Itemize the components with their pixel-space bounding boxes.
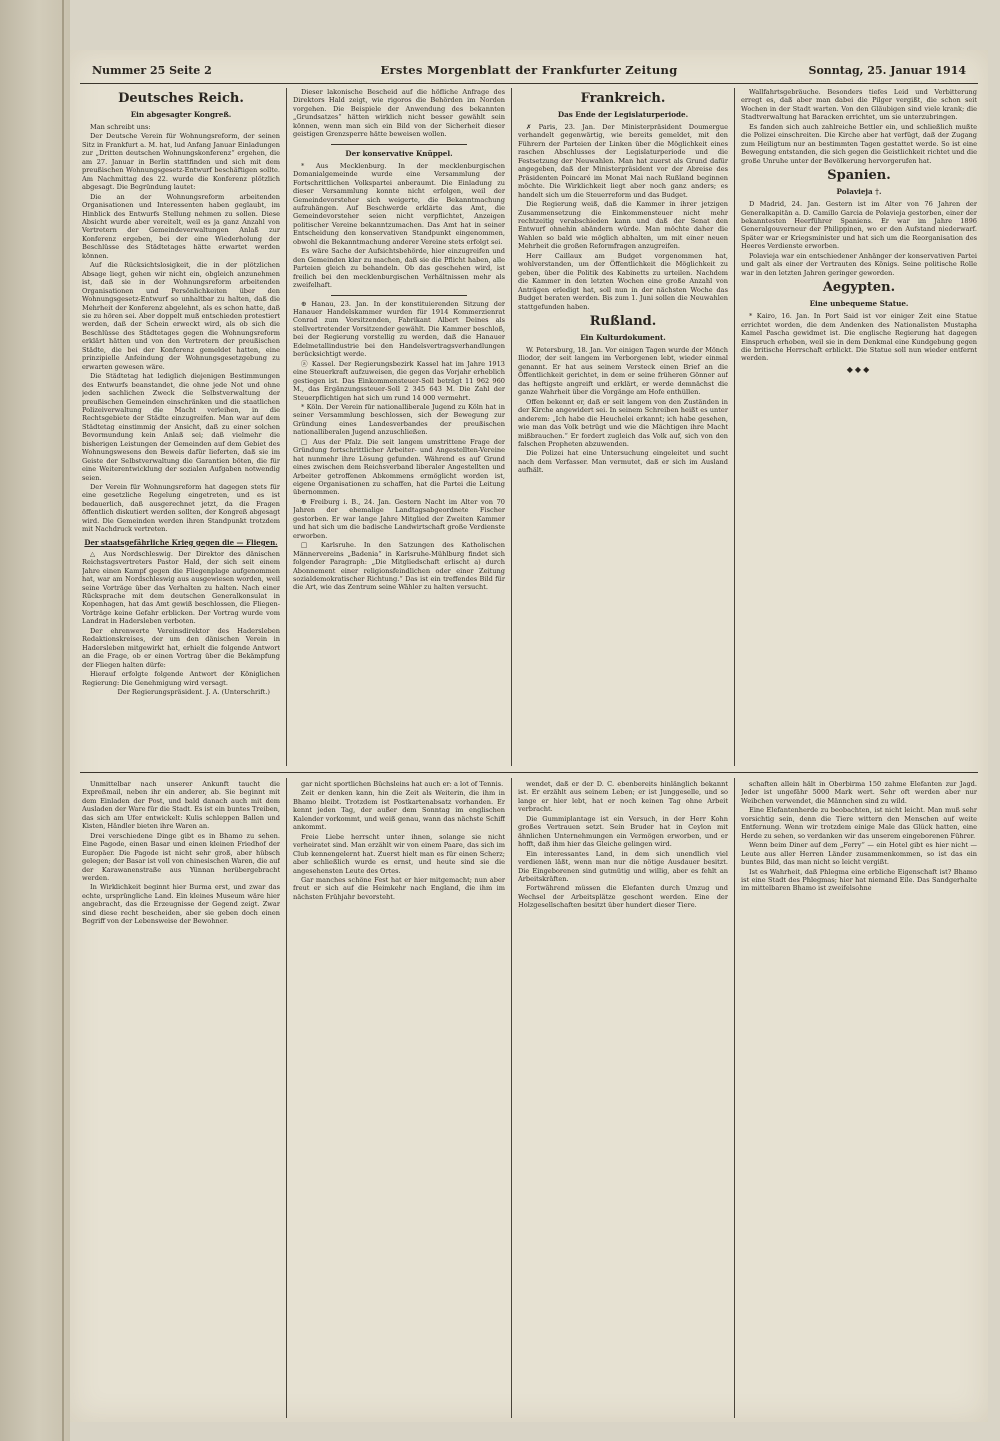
paragraph: ✗ Paris, 23. Jan. Der Ministerpräsident Doumergue verhandelt gegenwärtig, wie bereits gemeldet, mit den Führern der Parteien der Linken über die Möglichkeit eines raschen Abschlusses der Legislaturperiode und die Festsetzung der Neuwahlen. Man hat zuerst als Grund dafür angegeben, daß der Ministerpräsident vor der Abreise des Präsidenten Poincaré im Monat Mai nach Rußland beginnen möchte. Die Wirklichkeit liegt aber noch ganz anders; es handelt sich um die Steuerreform und das Budget. — [518, 123, 728, 199]
section-heading: Deutsches Reich. — [118, 91, 244, 106]
article-title: Der konservative Knüppel. — [345, 148, 453, 158]
masthead — [70, 60, 988, 82]
paragraph: Zeit er denken kann, hin die Zeit als Weiterin, die ihm in Bhamo bleibt. Trotzdem ist Postkartenabsatz vorhanden. Er kennt jeden Tag, der außer dem Sonntag im englischen Kalender vorkommt, und weiß genau, wann das nächste Schiff ankommt. — [293, 789, 505, 832]
column-rule — [286, 88, 287, 766]
feuilleton-rule — [80, 772, 978, 773]
feuilleton-column-1 — [82, 780, 280, 1416]
paragraph: * Kairo, 16. Jan. In Port Said ist vor einiger Zeit eine Statue errichtet worden, die dem Andenken des Nationalisten Mustapha Kamel Pascha gewidmet ist. Die englische Regierung hat dagegen Einspruch erhoben, weil sie in dem Denkmal eine Kundgebung gegen die britische Herrschaft erblickt. Die Statue soll nun wieder entfernt werden. — [741, 312, 977, 363]
paragraph: Der ehrenwerte Vereinsdirektor des Hadersleben Redaktionskreises, der um den dänischen Verein in Hadersleben mitgewirkt hat, erhielt die folgende Antwort an die Frage, ob er einen Vortrag über die Bekämpfung der Fliegen halten dürfe: — [82, 626, 280, 669]
paragraph: Freie Liebe herrscht unter ihnen, solange sie nicht verheiratet sind. Man erzählt wir von einem Paare, das sich im Club kennengelernt hat. Zuerst hielt man es für einen Scherz; aber schließlich wurde es ernst, und heute sind sie die angesehensten Leute des Ortes. — [293, 832, 505, 875]
paragraph: Wallfahrtsgebräuche. Besonders tiefes Leid und Verbitterung erregt es, daß aber man dabei die Pilger vergißt, die schon seit Wochen in der Stadt warten. Von den Gläubigen sind viele krank; die Stadtverwaltung hat Baracken errichtet, um sie unterzubringen. — [741, 88, 977, 122]
paragraph: Es wäre Sache der Aufsichtsbehörde, hier einzugreifen und den Gemeinden klar zu machen, daß sie die Pflicht haben, alle Parteien gleich zu behandeln. Ob das geschehen wird, ist freilich bei den mecklenburgischen Verhältnissen mehr als zweifelhaft. — [293, 247, 505, 290]
paragraph: gar nicht sportlichen Büchsleins hat auch er: a lot of Tennis. — [301, 780, 504, 788]
paragraph: Auf die Rücksichtslosigkeit, die in der plötzlichen Absage liegt, gehen wir nicht ein, obgleich anzunehmen ist, daß sie in der Wohnungsreform arbeitenden Organisationen und Persönlichkeiten über den Wohnungsgesetz-Entwurf so unhaltbar zu halten, daß die Mehrheit der Konferenz abgelehnt, als es schon hatte, daß sie zu hören sei. Aber doppelt muß entschieden protestiert werden, daß der Schein erweckt wird, als ob sich die Beschlüsse des Städtetages gegen die Wohnungsreform erklärt hätten und von den Vertretern der preußischen Städte, die bei der Konferenz gemeldet hatten, eine prinzipielle Anfeindung der Wohnungsgesetzgebung zu erwarten gewesen wäre. — [82, 261, 280, 371]
paragraph: Hierauf erfolgte folgende Antwort der Königlichen Regierung: Die Genehmigung wird versagt. — [82, 670, 280, 687]
paragraph: Gar manches schöne Fest hat er hier mitgemacht; nun aber freut er sich auf die Heimkehr nach England, die ihm im nächsten Frühjahr bevorsteht. — [293, 875, 505, 901]
paragraph: Ein interessantes Land, in dem sich unendlich viel verdienen läßt, wenn man nur die nötige Ausdauer besitzt. Die Eingeborenen sind gutmütig und willig, aber es fehlt an Arbeitskräften. — [518, 849, 728, 883]
feuilleton-column-4 — [741, 780, 977, 1416]
column-frankreich-russland — [518, 88, 728, 766]
paragraph: △ Aus Nordschleswig. Der Direktor des dänischen Reichstagsvertreters Pastor Hald, der sich seit einem Jahre einen Kampf gegen die Fliegenplage aufgenommen hat, war am Nordschleswig aus ausgewiesen worden, weil seine Vorträge über das Verhalten zu halten. Nach einer Rücksprache mit dem deutschen Generalkonsulat in Kopenhagen, hat das Amt gewiß beschlossen, die Fliegen-Vorträge keine Gefahr erblicken. Der Vortrag wurde vom Landrat in Hadersleben verboten. — [82, 549, 280, 626]
signature: Der Regierungspräsident. J. A. (Unterschrift.) — [117, 688, 270, 696]
paragraph: ⓐ Kassel. Der Regierungsbezirk Kassel hat im Jahre 1913 eine Steuerkraft aufzuweisen, die gegen das Vorjahr erheblich gestiegen ist. Das Einkommensteuer-Soll beträgt 11 962 960 M., das Ergänzungssteuer-Soll 2 345 643 M. Die Zahl der Steuerpflichtigen hat sich um rund 14 000 vermehrt. — [293, 359, 505, 402]
section-heading: Rußland. — [589, 313, 657, 329]
column-rule — [734, 88, 735, 766]
article-title: Ein Kulturdokument. — [580, 332, 666, 342]
paragraph: Ist es Wahrheit, daß Phlegma eine erbliche Eigenschaft ist? Bhamo ist eine Stadt des Phlegmas; hier hat niemand Eile. Das Sandgerhalte im mittelbaren Bhamo ist zweifelsohne — [741, 867, 977, 893]
paragraph: ⊕ Freiburg i. B., 24. Jan. Gestern Nacht im Alter von 70 Jahren der ehemalige Landtagsabgeordnete Fischer gestorben. Er war lange Jahre Mitglied der Zweiten Kammer und hat sich um die badische Landwirtschaft große Verdienste erworben. — [293, 497, 505, 540]
column-spanien-aegypten — [741, 88, 977, 766]
paragraph: Polavieja war ein entschiedener Anhänger der konservativen Partei und galt als einer der Vertrauten des Königs. Seine politische Rolle war in den letzten Jahren geringer geworden. — [741, 251, 977, 277]
paragraph: Unmittelbar nach unserer Ankunft taucht die Expreßmail, neben ihr ein anderer, ab. Sie beginnt mit dem Einladen der Post, und bald danach auch mit dem Ausladen der Ware für die Stadt. Es ist ein buntes Treiben, das sich am Ufer entwickelt: Kulis schleppen Ballen und Kisten, Händler bieten ihre Waren an. — [82, 780, 280, 831]
paragraph: Es fanden sich auch zahlreiche Bettler ein, und schließlich mußte die Polizei einschreiten. Die Kirche aber hat verfügt, daß der Zugang zum Heiligtum nur an bestimmten Tagen gestattet werde. So ist eine Bewegung entstanden, die sich gegen die Geistlichkeit richtet und die große Unruhe unter der Bevölkerung hervorgerufen hat. — [741, 122, 977, 165]
article-title: Ein abgesagter Kongreß. — [130, 110, 232, 119]
article-title: Eine unbequeme Statue. — [809, 299, 909, 309]
paragraph: Die Polizei hat eine Untersuchung eingeleitet und sucht nach dem Verfasser. Man vermutet, daß er sich im Ausland aufhält. — [518, 449, 728, 475]
paragraph: In Wirklichkeit beginnt hier Burma erst, und zwar das echte, ursprüngliche Land. Ein kleines Museum wäre hier angebracht, das die Erzeugnisse der Gegend zeigt. Zwar sind diese recht bescheiden, aber sie geben doch einen Begriff von der Lebensweise der Bewohner. — [82, 883, 280, 926]
book-binding — [0, 0, 70, 1441]
column-rule — [286, 778, 287, 1418]
divider — [331, 295, 467, 296]
column-rule — [734, 778, 735, 1418]
paragraph: Fortwährend müssen die Elefanten durch Umzug und Wechsel der Arbeitsplätze geschont werden. Eine der Holzgesellschaften besitzt über hundert dieser Tiere. — [518, 884, 728, 910]
divider — [331, 144, 467, 145]
paragraph: * Aus Mecklenburg. In der mecklenburgischen Domanialgemeinde wurde eine Versammlung der Fortschrittlichen Volkspartei anberaumt. Die Einladung zu dieser Versammlung konnte nicht erfolgen, weil der Gemeindevorsteher sich weigerte, die Bekanntmachung aufzuhängen. Auf Beschwerde erklärte das Amt, die Gemeindevorsteher seien nicht verpflichtet, Anzeigen politischer Vereine bekanntzumachen. Das Amt hat in seiner Entscheidung den konservativen Standpunkt eingenommen, obwohl die Bekanntmachung anderer Vereine stets erfolgt sei. — [293, 161, 505, 246]
paragraph: Wenn beim Diner auf dem „Ferry“ — ein Hotel gibt es hier nicht — Leute aus aller Herren Länder zusammenkommen, so ist das ein buntes Bild, das man nicht so leicht vergißt. — [741, 841, 977, 867]
paragraph: Die an der Wohnungsreform arbeitenden Organisationen und Interessenten haben geglaubt, im Hinblick des Entwurfs Stellung nehmen zu sollen. Diese Absicht wurde aber vereitelt, weil es ja ganz Anzahl von Vertretern der Gemeindeverwaltungen Anlaß zur Konferenz ergeben, bei der eine Wiederholung der Beschlüsse des Städtetages hätte erwartet werden können. — [82, 192, 280, 260]
section-heading: Spanien. — [827, 168, 891, 184]
paragraph: Die Städtetag hat lediglich diejenigen Bestimmungen des Entwurfs beanstandet, die ohne jede Not und ohne jeden sachlichen Zweck die Selbstverwaltung der preußischen Gemeinden einschränken und die staatlichen Polizeiverwaltung die Macht verleihen, in die Rechtsgebiete der Städte einzugreifen. Man war auf dem Städtetag einstimmig der Ansicht, daß zu einer solchen Bevormundung kein Anlaß sei; daß vielmehr die bisherigen Leistungen der Gemeinden auf dem Gebiet des Wohnungswesens den Beweis dafür lieferten, daß sie im Geiste der Selbstverwaltung die Garantien böten, die für eine Weiterentwicklung der sozialen Aufgaben notwendig seien. — [82, 372, 280, 482]
paragraph: Der Verein für Wohnungsreform hat dagegen stets für eine gesetzliche Regelung eingetreten, und es ist bedauerlich, daß ausgerechnet jetzt, da die Fragen öffentlich diskutiert werden sollten, der Kongreß abgesagt wird. Die Gemeinden werden ihren Standpunkt trotzdem mit Nachdruck vertreten. — [82, 483, 280, 534]
ornament-divider: ◆◆◆ — [846, 364, 872, 374]
paragraph: ⊕ Hanau, 23. Jan. In der konstituierenden Sitzung der Hanauer Handelskammer wurden für 1914 Kommerzienrat Conrad zum Vorsitzenden, Fabrikant Albert Deines als stellvertretender Vorsitzender gewählt. Die Kammer beschloß, bei der Regierung vorstellig zu werden, daß die Hanauer Edelmetallindustrie bei den Handelsvertragsverhandlungen berücksichtigt werde. — [293, 299, 505, 359]
newspaper-page — [70, 50, 988, 1422]
paragraph: Drei verschiedene Dinge gibt es in Bhamo zu sehen. Eine Pagode, einen Basar und einen kleinen Friedhof der Europäer. Die Pagode ist nicht sehr groß, aber hübsch gelegen; der Basar ist voll von chinesischen Waren, die auf der Karawanenstraße aus Yünnan herübergebracht werden. — [82, 831, 280, 882]
paragraph: Man schreibt uns: — [90, 123, 151, 131]
newspaper-title: Erstes Morgenblatt der Frankfurter Zeitung — [380, 63, 678, 77]
article-title: Polavieja †. — [836, 187, 882, 197]
issue-number: Nummer 25 Seite 2 — [92, 64, 212, 77]
column-rule — [511, 88, 512, 766]
header-rule — [80, 83, 978, 84]
column-deutsches-reich — [82, 88, 280, 766]
paragraph: □ Aus der Pfalz. Die seit langem umstrittene Frage der Gründung fortschrittlicher Arbeiter- und Angestellten-Vereine hat nunmehr ihre Lösung gefunden. Während es auf Grund eines zwischen dem Reichsverband liberaler Angestellten und Arbeiter getroffenen Abkommens ermöglicht worden ist, eigene Organisationen zu schaffen, hat die Partei die Leitung übernommen. — [293, 437, 505, 497]
feuilleton-column-2 — [293, 780, 505, 1416]
paragraph: Die Gummiplantage ist ein Versuch, in der Herr Kohn großes Vertrauen setzt. Sein Bruder hat in Ceylon mit ähnlichen Unternehmungen ein Vermögen erworben, und er hofft, daß ihm hier das Gleiche gelingen wird. — [518, 814, 728, 849]
paragraph: Dieser lakonische Bescheid auf die höfliche Anfrage des Direktors Hald zeigt, wie rigoros die Behörden im Norden vorgehen. Die Beispiele der Anwendung des bekannten „Grundsatzes“ hätten wirklich nicht besser gewählt sein können, wenn man sich ein Bild von der Sicherheit dieser geistigen Grenzsperre hätte beweisen wollen. — [293, 88, 505, 139]
paragraph: wendet, daß er der D. C. ebenbereits hinlänglich bekannt ist. Er erzählt aus seinem Leben; er ist Junggeselle, und so lange er hier lebt, hat er noch keinen Tag ohne Arbeit verbracht. — [518, 780, 728, 814]
paragraph: Der Deutsche Verein für Wohnungsreform, der seinen Sitz in Frankfurt a. M. hat, lud Anfang Januar Einladungen zur „Dritten deutschen Wohnungskonferenz“ ergehen, die am 27. Januar in Berlin stattfinden und sich mit dem preußischen Wohnungsgesetz-Entwurf beschäftigen sollte. Am Nachmittag des 22. wurde die Konferenz plötzlich abgesagt. Die Begründung lautet: — [82, 132, 280, 192]
paragraph: Eine Elefantenherde zu beobachten, ist nicht leicht. Man muß sehr vorsichtig sein, denn die Tiere wittern den Menschen auf weite Entfernung. Wenn wir trotzdem einige Male das Glück hatten, eine Herde zu sehen, so verdanken wir das unserem eingeborenen Führer. — [741, 806, 977, 840]
paragraph: Die Regierung weiß, daß die Kammer in ihrer jetzigen Zusammensetzung die Einkommensteuer nicht mehr rechtzeitig verabschieden kann und daß der Senat den Entwurf ohnehin abändern würde. Man möchte daher die Wahlen so bald wie möglich abhalten, um mit einer neuen Mehrheit die großen Reformfragen anzugreifen. — [518, 200, 728, 251]
paragraph: Offen bekennt er, daß er seit langem von den Zuständen in der Kirche angewidert sei. In seinem Schreiben heißt es unter anderem: „Ich habe die Heuchelei erkannt; ich habe gesehen, wie man das Volk betrügt und wie die Mächtigen ihre Macht mißbrauchen.“ Er fordert zugleich das Volk auf, sich von den falschen Propheten abzuwenden. — [518, 397, 728, 448]
paragraph: * Köln. Der Verein für nationalliberale Jugend zu Köln hat in seiner Versammlung beschlossen, sich der Bewegung zur Gründung eines Landesverbandes der preußischen nationalliberalen Jugend anzuschließen. — [293, 402, 505, 437]
feuilleton-column-3 — [518, 780, 728, 1416]
paragraph: D Madrid, 24. Jan. Gestern ist im Alter von 76 Jahren der Generalkapitän a. D. Camillo Garcia de Polavieja gestorben, einer der bekanntesten Heerführer Spaniens. Er war im Jahre 1896 Generalgouverneur der Philippinen, wo er den Aufstand niederwarf. Später war er Kriegsminister und hat sich um die Reorganisation des Heeres Verdienste erworben. — [741, 200, 977, 251]
paragraph: □ Karlsruhe. In den Satzungen des Katholischen Männervereins „Badenia“ in Karlsruhe-Mühlburg findet sich folgender Paragraph: „Die Mitgliedschaft erlischt a) durch Abonnement einer religionsfeindlichen oder einer Zeitung sozialdemokratischer Richtung.“ Das ist ein treffendes Bild für die Art, wie das Zentrum seine Wähler zu halten versucht. — [293, 541, 505, 592]
paragraph: Herr Caillaux am Budget vorgenommen hat, wohlverstanden, um der Öffentlichkeit die Möglichkeit zu geben, über die Politik des Kabinetts zu urteilen. Nachdem die Kammer in den letzten Wochen eine große Anzahl von Anträgen erledigt hat, soll nun in der nächsten Woche das Budget beraten werden. Bis zum 1. Juni sollen die Neuwahlen stattgefunden haben. — [518, 251, 728, 311]
section-heading: Frankreich. — [580, 91, 666, 106]
paragraph: W. Petersburg, 18. Jan. Vor einigen Tagen wurde der Mönch Iliodor, der seit langem im Verborgenen lebt, wieder einmal genannt. Er hat aus seinem Versteck einen Brief an die Öffentlichkeit gerichtet, in dem er seine früheren Gönner auf das heftigste angreift und erklärt, er werde demnächst die ganze Wahrheit über die Vorgänge am Hofe enthüllen. — [518, 345, 728, 397]
section-heading: Aegypten. — [822, 280, 896, 296]
issue-date: Sonntag, 25. Januar 1914 — [808, 64, 966, 77]
article-title: Das Ende der Legislaturperiode. — [557, 110, 689, 119]
paragraph: schaften allein hält in Oberbirma 150 zahme Elefanten zur Jagd. Jeder ist ungefähr 5000 Mark wert. Sehr oft werden aber nur Weibchen verwendet, die Männchen sind zu wild. — [741, 780, 977, 805]
column-rule — [511, 778, 512, 1418]
article-title: Der staatsgefährliche Krieg gegen die — Fliegen. — [84, 537, 278, 547]
column-reich-continued — [293, 88, 505, 766]
